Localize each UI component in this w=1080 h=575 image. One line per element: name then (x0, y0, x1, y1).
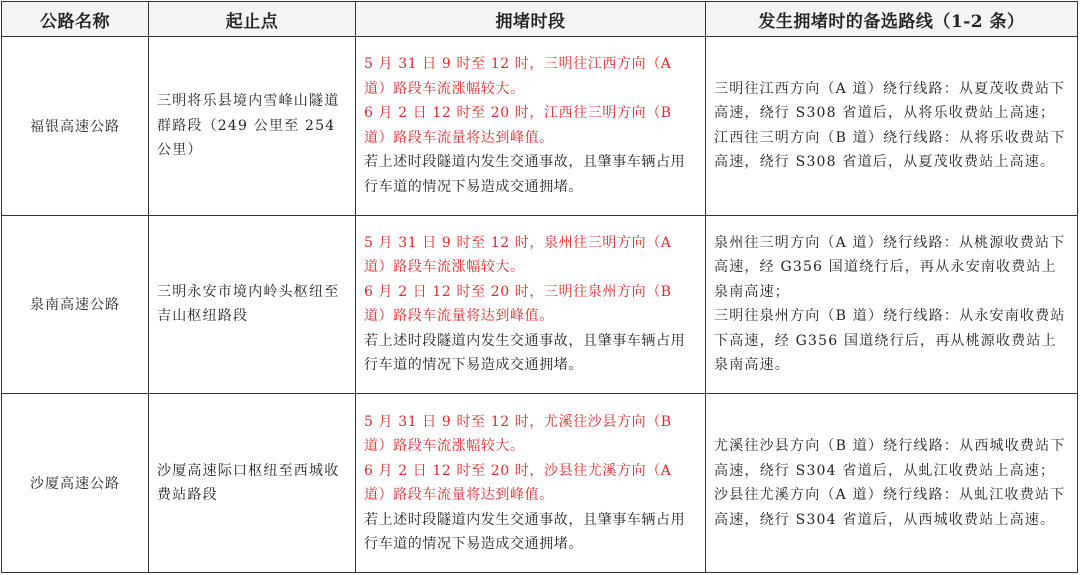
congestion-note: 若上述时段隧道内发生交通事故，且肇事车辆占用行车道的情况下易造成交通拥堵。 (364, 332, 686, 374)
table-row (2, 37, 1078, 216)
header-road-name: 公路名称 (2, 2, 149, 37)
header-congestion-period: 拥堵时段 (356, 2, 706, 37)
congestion-cell (356, 215, 706, 394)
peak-period-2: 6 月 2 日 12 时至 20 时，沙县往尤溪方向（A 道）路段车流量将达到峰值。 (364, 462, 672, 504)
peak-period-2: 6 月 2 日 12 时至 20 时，江西往三明方向（B 道）路段车流量将达到峰值。 (364, 105, 672, 146)
alt-route-1: 泉州往三明方向（A 道）绕行线路：从桃源收费站下高速，经 G356 国道绕行后，再从永安南收费站上泉南高速； (714, 234, 1066, 300)
section-cell: 沙厦高速际口枢纽至西城收费站路段 (149, 394, 356, 573)
congestion-cell (356, 394, 706, 573)
alt-route-cell (706, 37, 1078, 216)
alt-route-2: 沙县往尤溪方向（A 道）绕行线路：从虬江收费站下高速，绕行 S304 省道后，从西城收费站上高速。 (714, 487, 1066, 528)
congestion-note: 若上述时段隧道内发生交通事故，且肇事车辆占用行车道的情况下易造成交通拥堵。 (364, 154, 686, 195)
table-row (2, 394, 1078, 573)
table-row (2, 215, 1078, 394)
peak-period-1: 5 月 31 日 9 时至 12 时，泉州往三明方向（A 道）路段车流涨幅较大。 (364, 234, 672, 276)
header-row (2, 2, 1078, 37)
road-name-cell: 泉南高速公路 (2, 215, 149, 394)
alt-route-1: 三明往江西方向（A 道）绕行线路：从夏茂收费站下高速，绕行 S308 省道后，从将乐收费站上高速； (714, 80, 1066, 122)
peak-period-1: 5 月 31 日 9 时至 12 时，三明往江西方向（A 道）路段车流涨幅较大。 (364, 56, 672, 97)
congestion-cell (356, 37, 706, 216)
alt-route-2: 三明往泉州方向（B 道）绕行线路：从永安南收费站下高速，经 G356 国道绕行后，再从桃源收费站上泉南高速。 (714, 308, 1066, 374)
section-cell: 三明将乐县境内雪峰山隧道群路段（249 公里至 254 公里） (149, 37, 356, 216)
peak-period-2: 6 月 2 日 12 时至 20 时，三明往泉州方向（B 道）路段车流量将达到峰值。 (364, 283, 672, 325)
road-name-cell: 沙厦高速公路 (2, 394, 149, 573)
section-cell: 三明永安市境内岭头枢纽至吉山枢纽路段 (149, 215, 356, 394)
header-alternate-route: 发生拥堵时的备选路线（1-2 条） (706, 2, 1078, 37)
header-section: 起止点 (149, 2, 356, 37)
alt-route-cell (706, 394, 1078, 573)
peak-period-1: 5 月 31 日 9 时至 12 时，尤溪往沙县方向（B 道）路段车流涨幅较大。 (364, 413, 672, 455)
alt-route-1: 尤溪往沙县方向（B 道）绕行线路：从西城收费站下高速，绕行 S304 省道后，从虬江收费站上高速； (714, 438, 1066, 479)
alt-route-cell (706, 215, 1078, 394)
congestion-note: 若上述时段隧道内发生交通事故，且肇事车辆占用行车道的情况下易造成交通拥堵。 (364, 511, 686, 553)
alt-route-2: 江西往三明方向（B 道）绕行线路：从将乐收费站下高速，绕行 S308 省道后，从夏茂收费站上高速。 (714, 129, 1066, 171)
congestion-table (1, 1, 1078, 573)
road-name-cell: 福银高速公路 (2, 37, 149, 216)
